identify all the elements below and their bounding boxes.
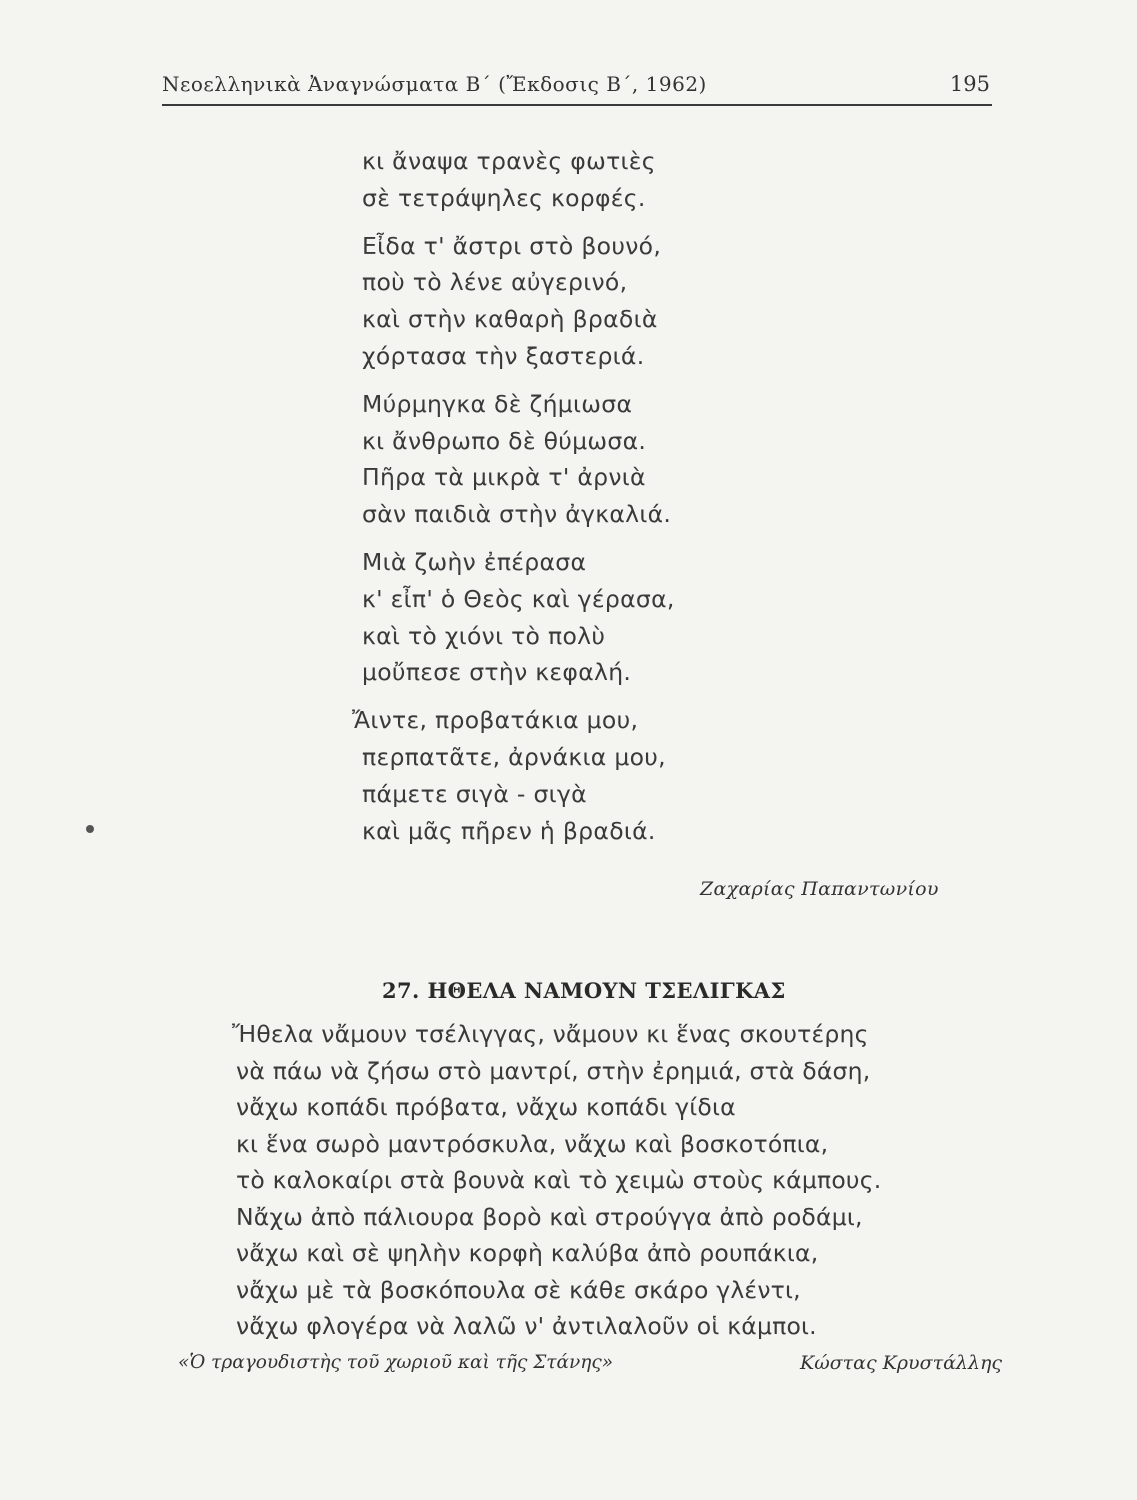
poem-line: κ' εἶπ' ὁ Θεὸς καὶ γέρασα,: [362, 584, 675, 613]
poem-line: χόρτασα τὴν ξαστεριά.: [362, 341, 645, 370]
poem-line: σὲ τετράψηλες κορφές.: [362, 183, 646, 212]
stanza-2: [362, 228, 675, 375]
poem-line: περπατᾶτε, ἀρνάκια μου,: [362, 742, 666, 771]
page-number: 195: [949, 72, 990, 96]
poem-line: πάμετε σιγὰ - σιγὰ: [362, 779, 587, 808]
poem-line: σὰν παιδιὰ στὴν ἀγκαλιά.: [362, 500, 672, 529]
stanza-5: [352, 702, 675, 849]
poem-line: καὶ μᾶς πῆρεν ἡ βραδιά.: [362, 816, 656, 845]
poem-line: κι ἄνθρωπο δὲ θύμωσα.: [362, 426, 647, 455]
poem-source: «Ὁ τραγουδιστὴς τοῦ χωριοῦ καὶ τῆς Στάνης»: [178, 1352, 614, 1373]
poem-line: Μιὰ ζωὴν ἐπέρασα: [362, 547, 587, 576]
page-header: [162, 70, 992, 106]
poem-line: κι ἄναψα τρανὲς φωτιὲς: [362, 147, 656, 175]
poem-line: νἄχω φλογέρα νὰ λαλῶ ν' ἀντιλαλοῦν οἱ κάμποι.: [236, 1312, 817, 1340]
poem-line: Εἶδα τ' ἄστρι στὸ βουνό,: [362, 231, 662, 260]
stanza-4: [362, 544, 675, 691]
poem-line: μοὔπεσε στὴν κεφαλή.: [362, 658, 632, 687]
poem-body: [232, 1016, 882, 1345]
poem-author: Ζαχαρίας Παπαντωνίου: [700, 878, 939, 900]
poem-line: Πῆρα τὰ μικρὰ τ' ἀρνιὰ: [362, 463, 646, 492]
stanza-1: [362, 143, 675, 217]
poem-line: νἄχω μὲ τὰ βοσκόπουλα σὲ κάθε σκάρο γλέντι,: [236, 1275, 801, 1304]
poem-line: τὸ καλοκαίρι στὰ βουνὰ καὶ τὸ χειμὼ στοὺς κάμπους.: [236, 1166, 882, 1194]
running-title: Νεοελληνικὰ Ἀναγνώσματα Β΄ (Ἔκδοσις Β΄, 1962): [162, 72, 707, 96]
section-title: 27. ΗΘΕΛΑ ΝΑΜΟΥΝ ΤΣΕΛΙΓΚΑΣ: [382, 978, 786, 1003]
poem-line: Ἤθελα νἄμουν τσέλιγγας, νἄμουν κι ἕνας σκουτέρης: [232, 1020, 869, 1048]
poem-line: Νἄχω ἀπὸ πάλιουρα βορὸ καὶ στρούγγα ἀπὸ ροδάμι,: [236, 1202, 863, 1231]
poem-author: Κώστας Κρυστάλλης: [800, 1352, 1003, 1374]
margin-dot: [86, 825, 94, 833]
poem-line: ποὺ τὸ λένε αὐγερινό,: [362, 268, 628, 297]
poem-continued: [352, 143, 675, 860]
poem-line: νἄχω κοπάδι πρόβατα, νἄχω κοπάδι γίδια: [236, 1093, 736, 1121]
poem-line: νὰ πάω νὰ ζήσω στὸ μαντρί, στὴν ἐρημιά, στὰ δάση,: [236, 1056, 871, 1085]
poem-line: Μύρμηγκα δὲ ζήμιωσα: [362, 389, 633, 418]
poem-line: κι ἕνα σωρὸ μαντρόσκυλα, νἄχω καὶ βοσκοτόπια,: [236, 1129, 829, 1158]
poem-line: καὶ στὴν καθαρὴ βραδιὰ: [362, 305, 658, 334]
poem-line: νἄχω καὶ σὲ ψηλὴν κορφὴ καλύβα ἀπὸ ρουπάκια,: [236, 1239, 819, 1267]
poem-line: Ἄιντε, προβατάκια μου,: [352, 706, 639, 735]
stanza-3: [362, 386, 675, 533]
poem-line: καὶ τὸ χιόνι τὸ πολὺ: [362, 621, 606, 650]
